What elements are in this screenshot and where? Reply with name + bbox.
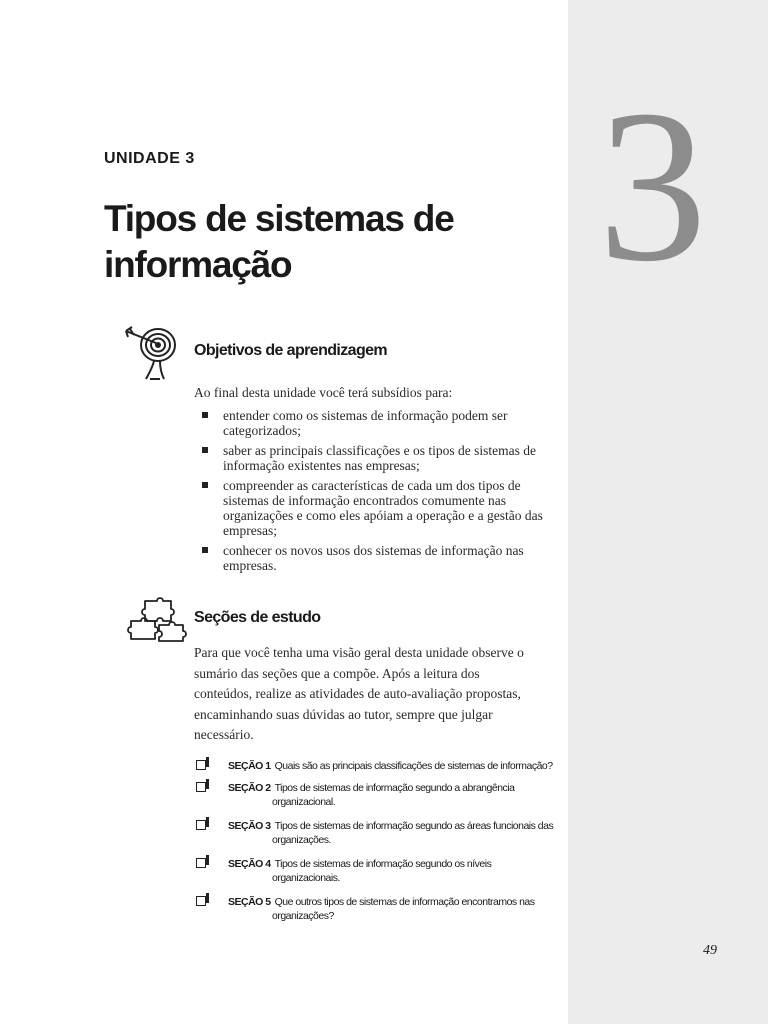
section-text-continued: organizações? [272,910,334,922]
list-item: saber as principais classificações e os tipos de sistemas de informação existentes nas empresas; [200,443,560,473]
section-item [196,759,566,773]
section-item [196,857,566,885]
checkbox-icon [196,858,206,868]
checkbox-icon [196,760,206,770]
section-item [196,895,566,923]
section-text-continued: organizacionais. [272,872,340,884]
section-text-continued: organizações. [272,834,331,846]
section-label: SEÇÃO 4 [228,858,271,870]
objectives-heading: Objetivos de aprendizagem [194,342,388,359]
section-label: SEÇÃO 3 [228,820,271,832]
study-sections-heading: Seções de estudo [194,609,321,626]
checkbox-icon [196,820,206,830]
checkbox-icon [196,896,206,906]
list-item: compreender as características de cada um dos tipos de sistemas de informação encontrados comumente nas organizações e como eles apóiam a operação e a gestão das empresas; [200,478,560,538]
section-text: Tipos de sistemas de informação segundo as áreas funcionais das [274,820,554,832]
section-item [196,819,566,847]
unit-label: UNIDADE 3 [104,150,195,167]
page-title: Tipos de sistemas de informação [104,198,454,285]
study-paragraph: Para que você tenha uma visão geral desta unidade observe o sumário das seções que a compõe. Após a leitura dos conteúdos, realize as atividades de auto-avaliação propostas, encaminhando suas dúvidas ao tutor, sempre que julgar necessário. [194,645,524,742]
section-label: SEÇÃO 2 [228,782,271,794]
section-label: SEÇÃO 1 [228,760,271,772]
page-number: 49 [703,943,717,958]
section-text: Quais são as principais classificações de sistemas de informação? [274,760,553,772]
checkbox-icon [196,782,206,792]
sections-list [196,759,566,923]
list-item: entender como os sistemas de informação podem ser categorizados; [200,408,560,438]
objectives-intro: Ao final desta unidade você terá subsídios para: [194,385,453,400]
objectives-list [200,408,560,578]
section-text: Que outros tipos de sistemas de informação encontramos nas [274,896,535,908]
list-item: conhecer os novos usos dos sistemas de informação nas empresas. [200,543,560,573]
chapter-number: 3 [598,66,707,307]
section-text: Tipos de sistemas de informação segundo os níveis [274,858,492,870]
puzzle-icon [127,597,187,643]
section-label: SEÇÃO 5 [228,896,271,908]
section-item [196,781,566,809]
target-icon [124,325,180,381]
section-text-continued: organizacional. [272,796,336,808]
section-text: Tipos de sistemas de informação segundo a abrangência [274,782,515,794]
